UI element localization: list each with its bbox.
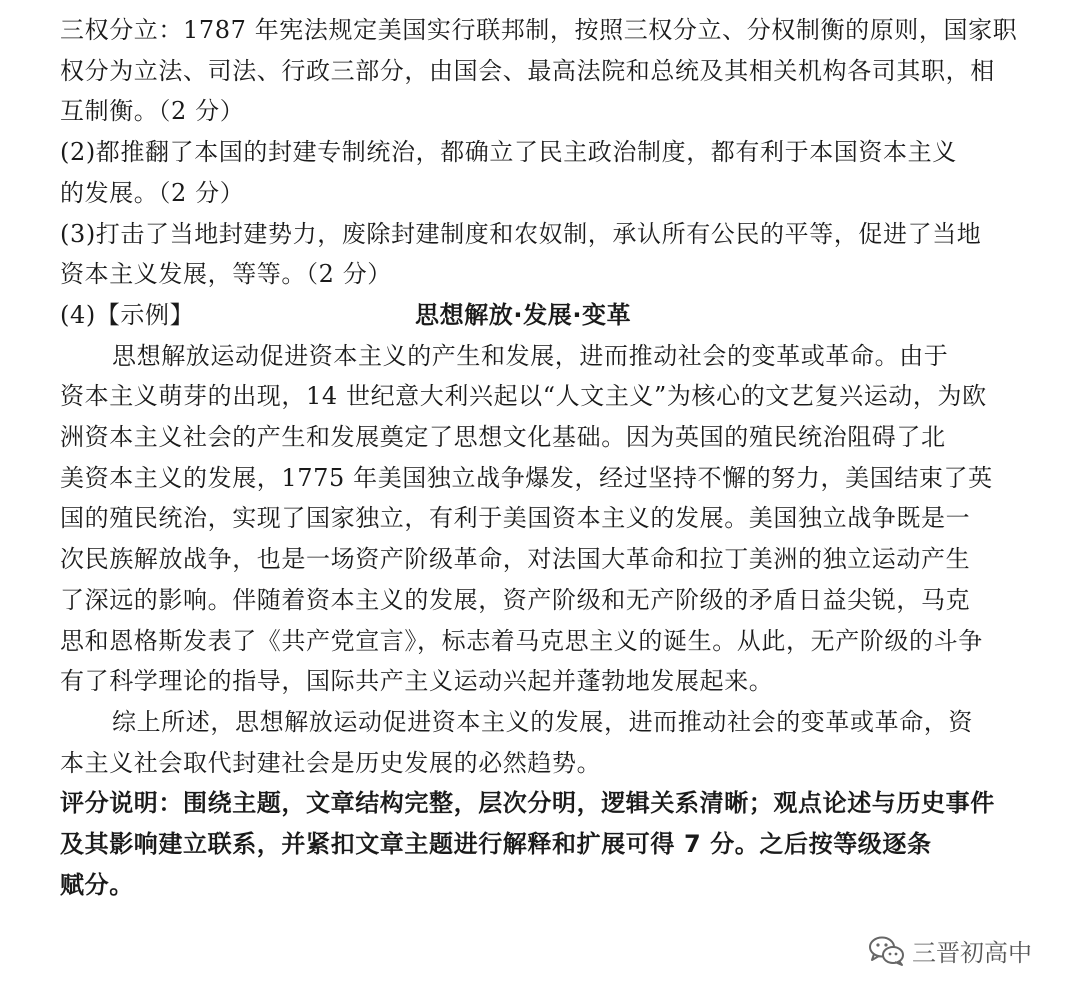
text-line: 权分为立法、司法、行政三部分，由国会、最高法院和总统及其相关机构各司其职，相 bbox=[60, 56, 995, 85]
text-line: 的发展。（2 分） bbox=[60, 178, 245, 207]
scoring-notes bbox=[60, 783, 1050, 905]
watermark-text: 三晋初高中 bbox=[912, 939, 1032, 967]
text-line: 赋分。 bbox=[60, 870, 134, 899]
text-line: 了深远的影响。伴随着资本主义的发展，资产阶级和无产阶级的矛盾日益尖锐，马克 bbox=[60, 585, 971, 614]
text-line: 思想解放运动促进资本主义的产生和发展，进而推动社会的变革或革命。由于 bbox=[112, 341, 949, 370]
text-line: 互制衡。（2 分） bbox=[60, 97, 245, 126]
text-line: 次民族解放战争，也是一场资产阶级革命，对法国大革命和拉丁美洲的独立运动产生 bbox=[60, 545, 971, 574]
text-line: 三权分立：1787 年宪法规定美国实行联邦制，按照三权分立、分权制衡的原则，国家职 bbox=[60, 16, 1018, 44]
text-line: 资本主义萌芽的出现，14 世纪意大利兴起以“人文主义”为核心的文艺复兴运动，为欧 bbox=[60, 382, 987, 411]
text-line: 及其影响建立联系，并紧扣文章主题进行解释和扩展可得 7 分。之后按等级逐条 bbox=[60, 830, 932, 859]
text-line: 综上所述，思想解放运动促进资本主义的发展，进而推动社会的变革或革命，资 bbox=[112, 707, 973, 736]
essay-title: 思想解放·发展·变革 bbox=[415, 300, 632, 329]
text-line: (2)都推翻了本国的封建专制统治，都确立了民主政治制度，都有利于本国资本主义 bbox=[60, 138, 957, 167]
text-line: 国的殖民统治，实现了国家独立，有利于美国资本主义的发展。美国独立战争既是一 bbox=[60, 504, 971, 533]
text-line: 洲资本主义社会的产生和发展奠定了思想文化基础。因为英国的殖民统治阻碍了北 bbox=[60, 423, 946, 452]
text-line: 有了科学理论的指导，国际共产主义运动兴起并蓬勃地发展起来。 bbox=[60, 667, 774, 696]
text-line: 资本主义发展，等等。（2 分） bbox=[60, 260, 392, 289]
part2-answer bbox=[60, 132, 1050, 213]
watermark bbox=[868, 933, 1032, 968]
answer-document bbox=[60, 10, 1050, 905]
text-line: 美资本主义的发展，1775 年美国独立战争爆发，经过坚持不懈的努力，美国结束了英 bbox=[60, 463, 993, 492]
part3-answer bbox=[60, 214, 1050, 295]
part4-label: (4)【示例】 bbox=[60, 300, 195, 329]
essay-paragraph-2 bbox=[60, 702, 1050, 783]
part4-heading bbox=[60, 295, 1050, 336]
text-line: 评分说明：围绕主题，文章结构完整，层次分明，逻辑关系清晰；观点论述与历史事件 bbox=[60, 789, 995, 818]
text-line: 思和恩格斯发表了《共产党宣言》，标志着马克思主义的诞生。从此，无产阶级的斗争 bbox=[60, 626, 983, 655]
wechat-icon bbox=[868, 935, 906, 967]
essay-paragraph-1 bbox=[60, 336, 1050, 702]
text-line: (3)打击了当地封建势力，废除封建制度和农奴制，承认所有公民的平等，促进了当地 bbox=[60, 219, 982, 248]
part1-answer bbox=[60, 10, 1050, 132]
text-line: 本主义社会取代封建社会是历史发展的必然趋势。 bbox=[60, 748, 602, 777]
